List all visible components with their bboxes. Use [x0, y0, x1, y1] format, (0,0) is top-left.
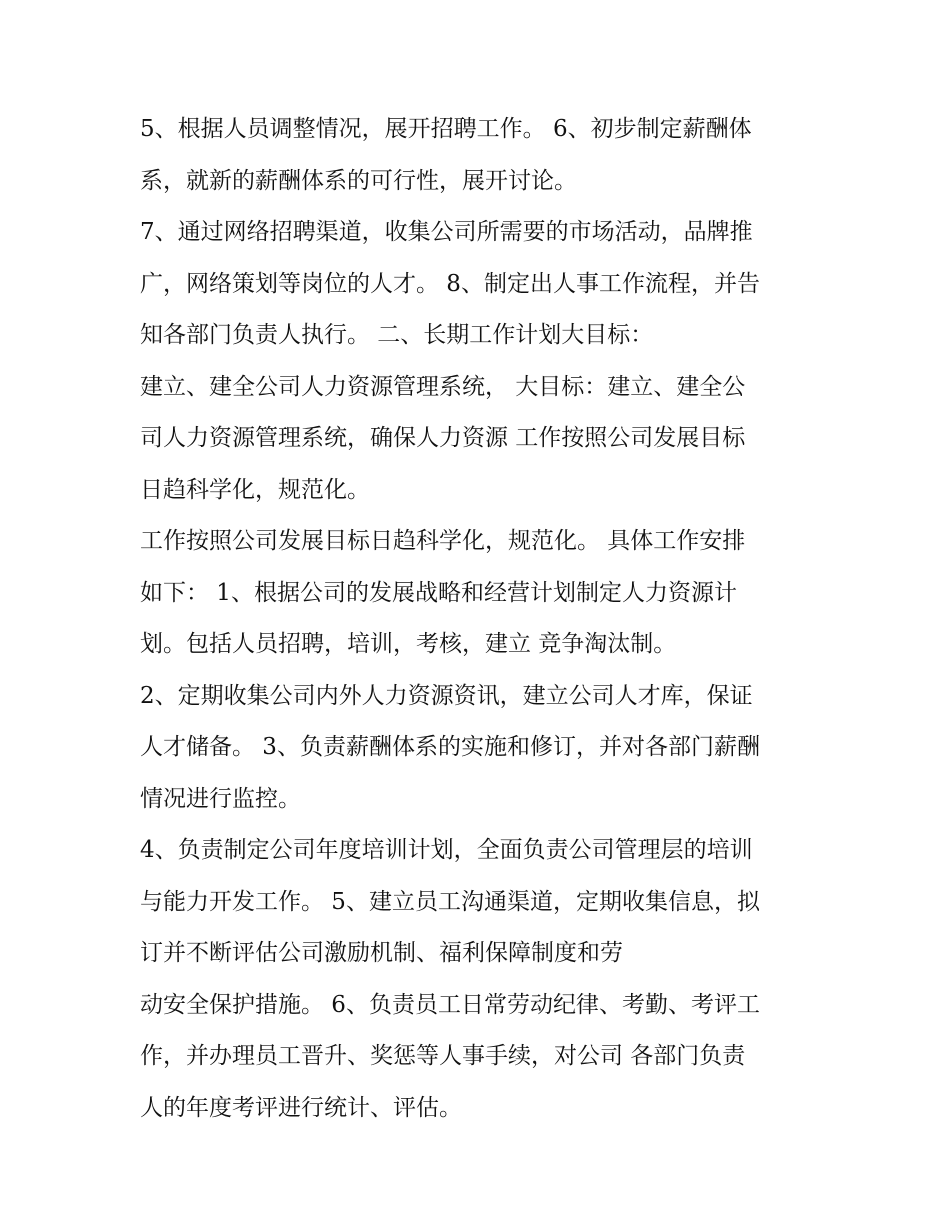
text-line: 司人力资源管理系统，确保人力资源 工作按照公司发展目标: [140, 425, 746, 451]
text-line: 广，网络策划等岗位的人才。 8、制定出人事工作流程，并告: [140, 270, 760, 297]
text-line: 人才储备。 3、负责薪酬体系的实施和修订，并对各部门薪酬: [140, 734, 760, 760]
text-line: 2、定期收集公司内外人力资源资讯，建立公司人才库，保证: [140, 682, 753, 709]
text-line: 如下： 1、根据公司的发展战略和经营计划制定人力资源计: [140, 579, 737, 606]
text-line: 7、通过网络招聘渠道，收集公司所需要的市场活动，品牌推: [140, 219, 753, 245]
text-line: 划。包括人员招聘，培训，考核，建立 竞争淘汰制。: [140, 631, 677, 657]
text-line: 订并不断评估公司激励机制、福利保障制度和劳: [140, 940, 623, 966]
text-line: 工作按照公司发展目标日趋科学化，规范化。 具体工作安排: [140, 528, 746, 554]
document-body: [140, 104, 820, 1134]
text-line: 知各部门负责人执行。 二、长期工作计划大目标：: [140, 322, 654, 348]
text-line: 动安全保护措施。 6、负责员工日常劳动纪律、考勤、考评工: [140, 991, 760, 1018]
text-line: 5、根据人员调整情况，展开招聘工作。 6、初步制定薪酬体: [140, 116, 752, 142]
text-line: 系，就新的薪酬体系的可行性，展开讨论。: [140, 167, 577, 194]
text-line: 人的年度考评进行统计、评估。: [140, 1094, 462, 1121]
text-line: 4、负责制定公司年度培训计划，全面负责公司管理层的培训: [140, 837, 753, 863]
text-line: 日趋科学化，规范化。: [140, 476, 370, 503]
text-line: 情况进行监控。: [140, 785, 301, 812]
text-line: 作，并办理员工晋升、奖惩等人事手续，对公司 各部门负责: [140, 1043, 746, 1069]
text-line: 建立、建全公司人力资源管理系统， 大目标：建立、建全公: [140, 373, 746, 400]
text-line: 与能力开发工作。 5、建立员工沟通渠道，定期收集信息，拟: [140, 888, 760, 915]
